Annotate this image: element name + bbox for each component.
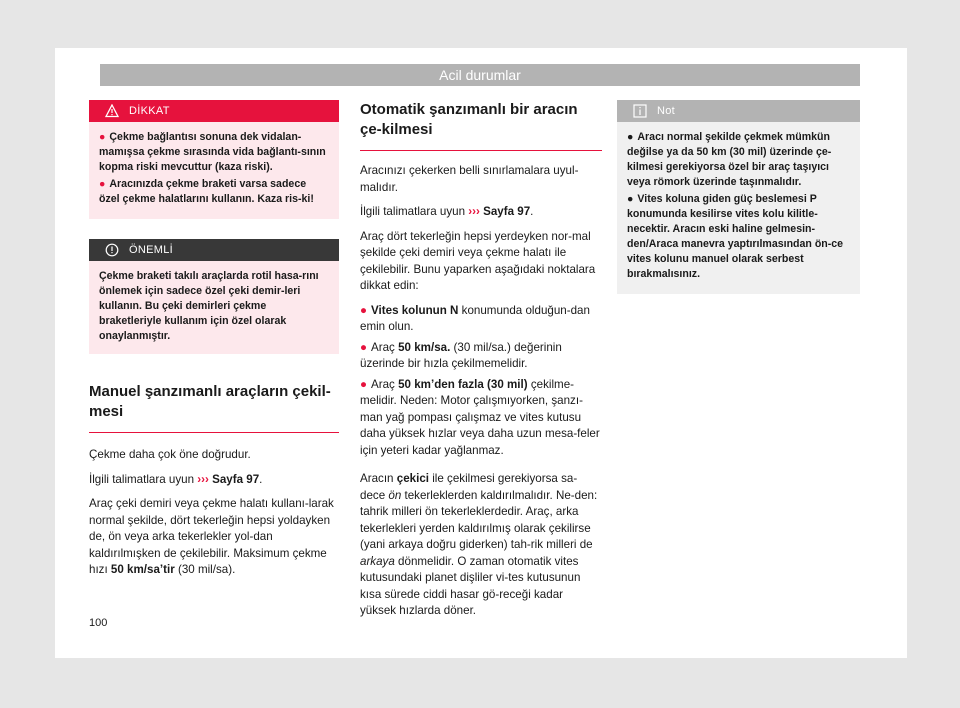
warning-box-header <box>89 100 339 122</box>
bullet-icon: ● <box>360 340 368 354</box>
notice-box-body: Çekme braketi takılı araçlarda rotil hasa-rını önlemek için sadece özel çeki demir-leri kullanın. Bu çeki demirleri çekme braketleriyle kullanım için özel olarak onaylanmıştır. <box>89 261 339 354</box>
warning-box-body <box>89 122 339 219</box>
manual-section <box>89 382 339 579</box>
notice-box-header <box>89 239 339 261</box>
page-header-title: Acil durumlar <box>439 67 521 83</box>
manual-ref: İlgili talimatlara uyun ››› Sayfa 97. <box>89 472 263 486</box>
bullet-icon: ● <box>360 377 368 391</box>
middle-column <box>360 100 602 620</box>
list-item: ● Çekme bağlantısı sonuna dek vidalan-mamışsa çekme sırasında vida bağlantı-sının kopma riski mevcuttur (kaza riski). <box>99 131 326 173</box>
manual-section-title: Manuel şanzımanlı araçların çekil-mesi <box>89 382 339 433</box>
bullet-icon: ● <box>627 193 634 205</box>
note-box-body <box>617 122 860 294</box>
note-box <box>617 100 860 294</box>
list-item: ● Aracı normal şekilde çekmek mümkün değilse ya da 50 km (30 mil) üzerinde çe-kilmesi gerekiyorsa özel bir araç taşıyıcı veya römork üzerinde taşınmalıdır. <box>627 131 832 188</box>
warning-triangle-icon <box>105 104 119 118</box>
automatic-p4: Aracın çekici ile çekilmesi gerekiyorsa sa-dece ön tekerleklerden kaldırılmalıdır. Ne-den: tahrik milleri ön tekerleklerdedir. Araç, arka tekerlekleri yerden kaldırılmış olarak çekilirse (yani arkaya doğru giderken) tah-rik milleri de arkaya dönmelidir. O zaman otomatik vites kutusundaki planet dişliler vi-tes kutusunun kısa sürede ciddi hasar gö-receği kadar yüksek hızlarda döner. <box>360 472 598 617</box>
note-box-header <box>617 100 860 122</box>
bullet-icon: ● <box>99 178 106 190</box>
list-item: ● Araç 50 km/sa. (30 mil/sa.) değerinin üzerinde bir hızla çekilmemelidir. <box>360 340 562 370</box>
automatic-p3: Araç dört tekerleğin hepsi yerdeyken nor-mal şekilde çeki demiri veya çekme halatı ile çekilebilir. Bunu yaparken aşağıdaki noktalara dikkat edin: <box>360 229 596 292</box>
list-item: ● Aracınızda çekme braketi varsa sadece özel çekme halatlarını kullanın. Kaza ris-ki! <box>99 178 314 205</box>
list-item: ● Araç 50 km’den fazla (30 mil) çekilme-melidir. Neden: Motor çalışmıyorken, şanzı-man yağ pompası çalışmaz ve vites kutusu daha yüksek hızlar veya daha uzun mesa-feler için yeteri kadar yağlanmaz. <box>360 377 600 457</box>
automatic-ref: İlgili talimatlara uyun ››› Sayfa 97. <box>360 205 534 218</box>
page-ref-link[interactable]: ››› Sayfa 97 <box>197 472 260 486</box>
warning-box <box>89 100 339 219</box>
automatic-p1: Aracınızı çekerken belli sınırlamalara uyul-malıdır. <box>360 164 579 194</box>
note-box-title: Not <box>657 105 676 117</box>
list-item: ● Vites kolunun N konumunda olduğun-dan emin olun. <box>360 303 590 333</box>
info-square-icon <box>633 104 647 118</box>
manual-p3: Araç çeki demiri veya çekme halatı kullanı-larak normal şekilde, dört tekerleğin hepsi yoldayken de, ön veya arka tekerlekler yol-dan kaldırılmışken de çekilebilir. Maksimum çekme hızı 50 km/sa’tir (30 mil/sa). <box>89 497 334 576</box>
automatic-section-title: Otomatik şanzımanlı bir aracın çe-kilmesi <box>360 100 602 151</box>
bullet-icon: ● <box>99 131 106 143</box>
manual-p1: Çekme daha çok öne doğrudur. <box>89 448 251 461</box>
warning-box-title: DİKKAT <box>129 105 170 117</box>
page-number: 100 <box>89 617 108 629</box>
right-column <box>617 100 860 294</box>
bullet-icon: ● <box>627 131 634 143</box>
page-ref-link[interactable]: ››› Sayfa 97 <box>468 205 531 218</box>
left-column <box>89 100 339 579</box>
info-circle-icon <box>105 243 119 257</box>
list-item: ● Vites koluna giden güç beslemesi P konumunda kesilirse vites kolu kilitle-necektir. Aracın eski haline gelmesin-den/Araca manevra yaptırılmasından ön-ce vites kolunu manuel olarak serbest bırakmalısınız. <box>627 193 844 280</box>
notice-box <box>89 239 339 354</box>
bullet-icon: ● <box>360 303 368 317</box>
notice-box-title: ÖNEMLİ <box>129 244 173 256</box>
